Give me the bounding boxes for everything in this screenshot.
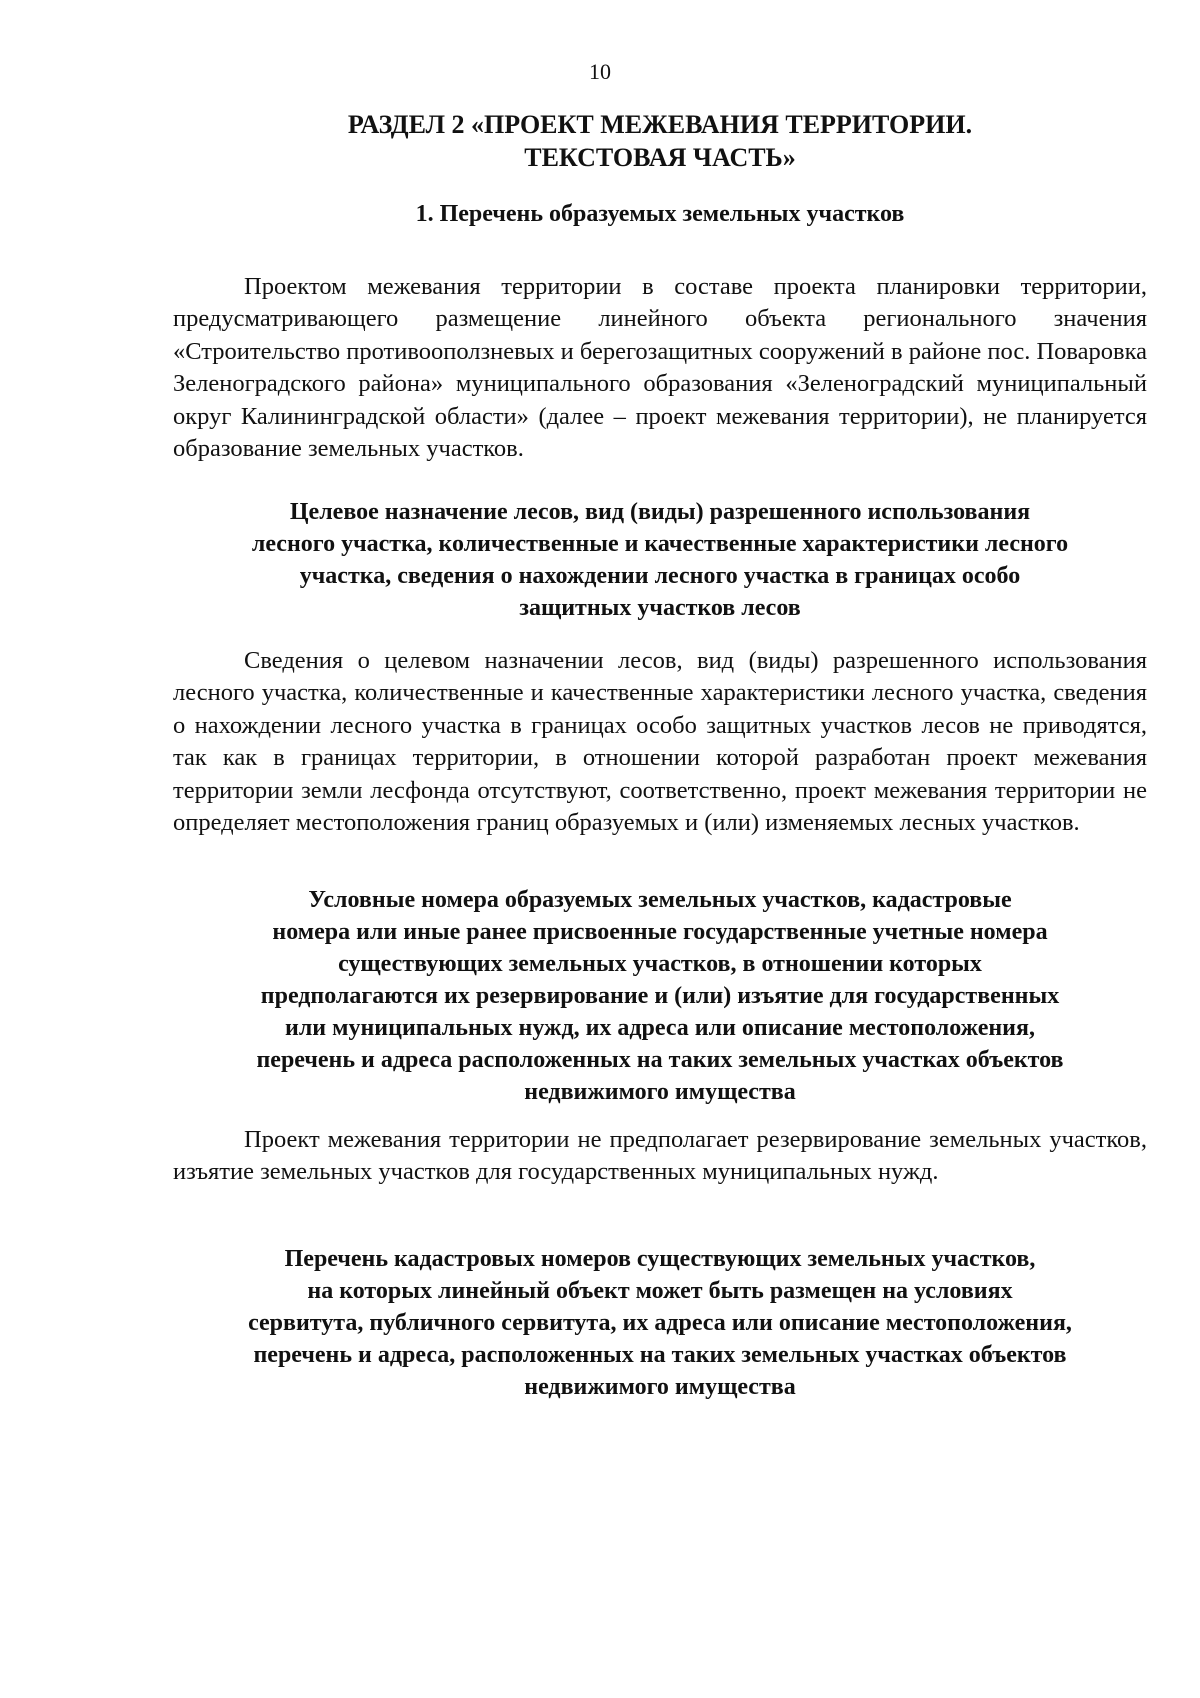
heading-line: Условные номера образуемых земельных участков, кадастровые — [308, 887, 1012, 913]
heading-line: или муниципальных нужд, их адреса или описание местоположения, — [284, 1015, 1035, 1041]
page-number: 10 — [589, 59, 611, 84]
heading-line: сервитута, публичного сервитута, их адреса или описание местоположения, — [248, 1310, 1072, 1336]
heading-reservation — [173, 884, 1147, 1108]
paragraph-forest-info: Сведения о целевом назначении лесов, вид (виды) разрешенного использования лесного участка, количественные и качественные характеристики лесного участка, сведения о нахождении лесного участка в границах особо защитных участков лесов не приводятся, так как в границах территории, в отношении которой разработан проект межевания территории земли лесфонда отсутствуют, соответственно, проект межевания территории не определяет местоположения границ образуемых и (или) изменяемых лесных участков. — [173, 647, 1147, 837]
heading-line: защитных участков лесов — [519, 595, 801, 621]
heading-line: лесного участка, количественные и качественные характеристики лесного — [251, 531, 1069, 557]
heading-line: перечень и адреса, расположенных на таких земельных участках объектов — [253, 1342, 1067, 1368]
section-title — [173, 108, 1147, 174]
heading-line: недвижимого имущества — [524, 1374, 796, 1400]
paragraph-land-plots: Проектом межевания территории в составе проекта планировки территории, предусматривающего размещение линейного объекта регионального значения «Строительство противооползневых и берегозащитных сооружений в районе пос. Поваровка Зеленоградского района» муниципального образования «Зеленоградский муниципальный округ Калининградской области» (далее – проект межевания территории), не планируется образование земельных участков. — [173, 273, 1147, 463]
section-title-line: РАЗДЕЛ 2 «ПРОЕКТ МЕЖЕВАНИЯ ТЕРРИТОРИИ. — [347, 110, 973, 139]
heading-servitude — [173, 1243, 1147, 1403]
heading-line: перечень и адреса расположенных на таких земельных участках объектов — [256, 1047, 1064, 1073]
heading-forest-purpose — [173, 496, 1147, 624]
section-title-line: ТЕКСТОВАЯ ЧАСТЬ» — [524, 143, 796, 172]
heading-line: участка, сведения о нахождении лесного участка в границах особо — [299, 563, 1021, 589]
heading-line: номера или иные ранее присвоенные государственные учетные номера — [272, 919, 1048, 945]
heading-line: существующих земельных участков, в отношении которых — [338, 951, 982, 977]
paragraph-reservation: Проект межевания территории не предполагает резервирование земельных участков, изъятие земельных участков для государственных муниципальных нужд. — [173, 1126, 1147, 1186]
heading-line: на которых линейный объект может быть размещен на условиях — [307, 1278, 1013, 1304]
heading-line: Целевое назначение лесов, вид (виды) разрешенного использования — [289, 499, 1031, 525]
subsection-1-title: 1. Перечень образуемых земельных участков — [415, 201, 905, 227]
heading-line: Перечень кадастровых номеров существующих земельных участков, — [284, 1246, 1036, 1272]
heading-line: недвижимого имущества — [524, 1079, 796, 1105]
heading-line: предполагаются их резервирование и (или) изъятие для государственных — [260, 983, 1060, 1009]
